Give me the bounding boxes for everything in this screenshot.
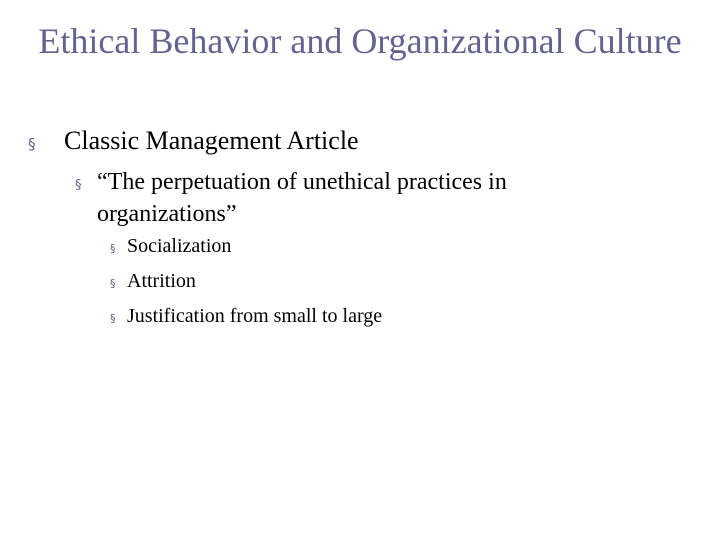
section-bullet-icon: § [28,135,36,153]
section-bullet-icon: § [110,242,116,255]
bullet-text: Justification from small to large [127,305,383,327]
bullet-text: “The perpetuation of unethical practices in organizations” [97,169,507,227]
bullet-text: Socialization [127,235,232,257]
slide-title: Ethical Behavior and Organizational Culture [38,21,682,61]
bullet-text: Attrition [127,270,196,292]
bullet-text: Classic Management Article [64,126,359,155]
section-bullet-icon: § [75,178,82,193]
bullet-level3 [110,233,231,262]
section-bullet-icon: § [110,277,116,290]
section-bullet-icon: § [110,312,116,325]
bullet-level1 [28,125,359,160]
bullet-level2 [75,166,615,230]
bullet-level3 [110,268,196,297]
bullet-level3 [110,303,382,332]
